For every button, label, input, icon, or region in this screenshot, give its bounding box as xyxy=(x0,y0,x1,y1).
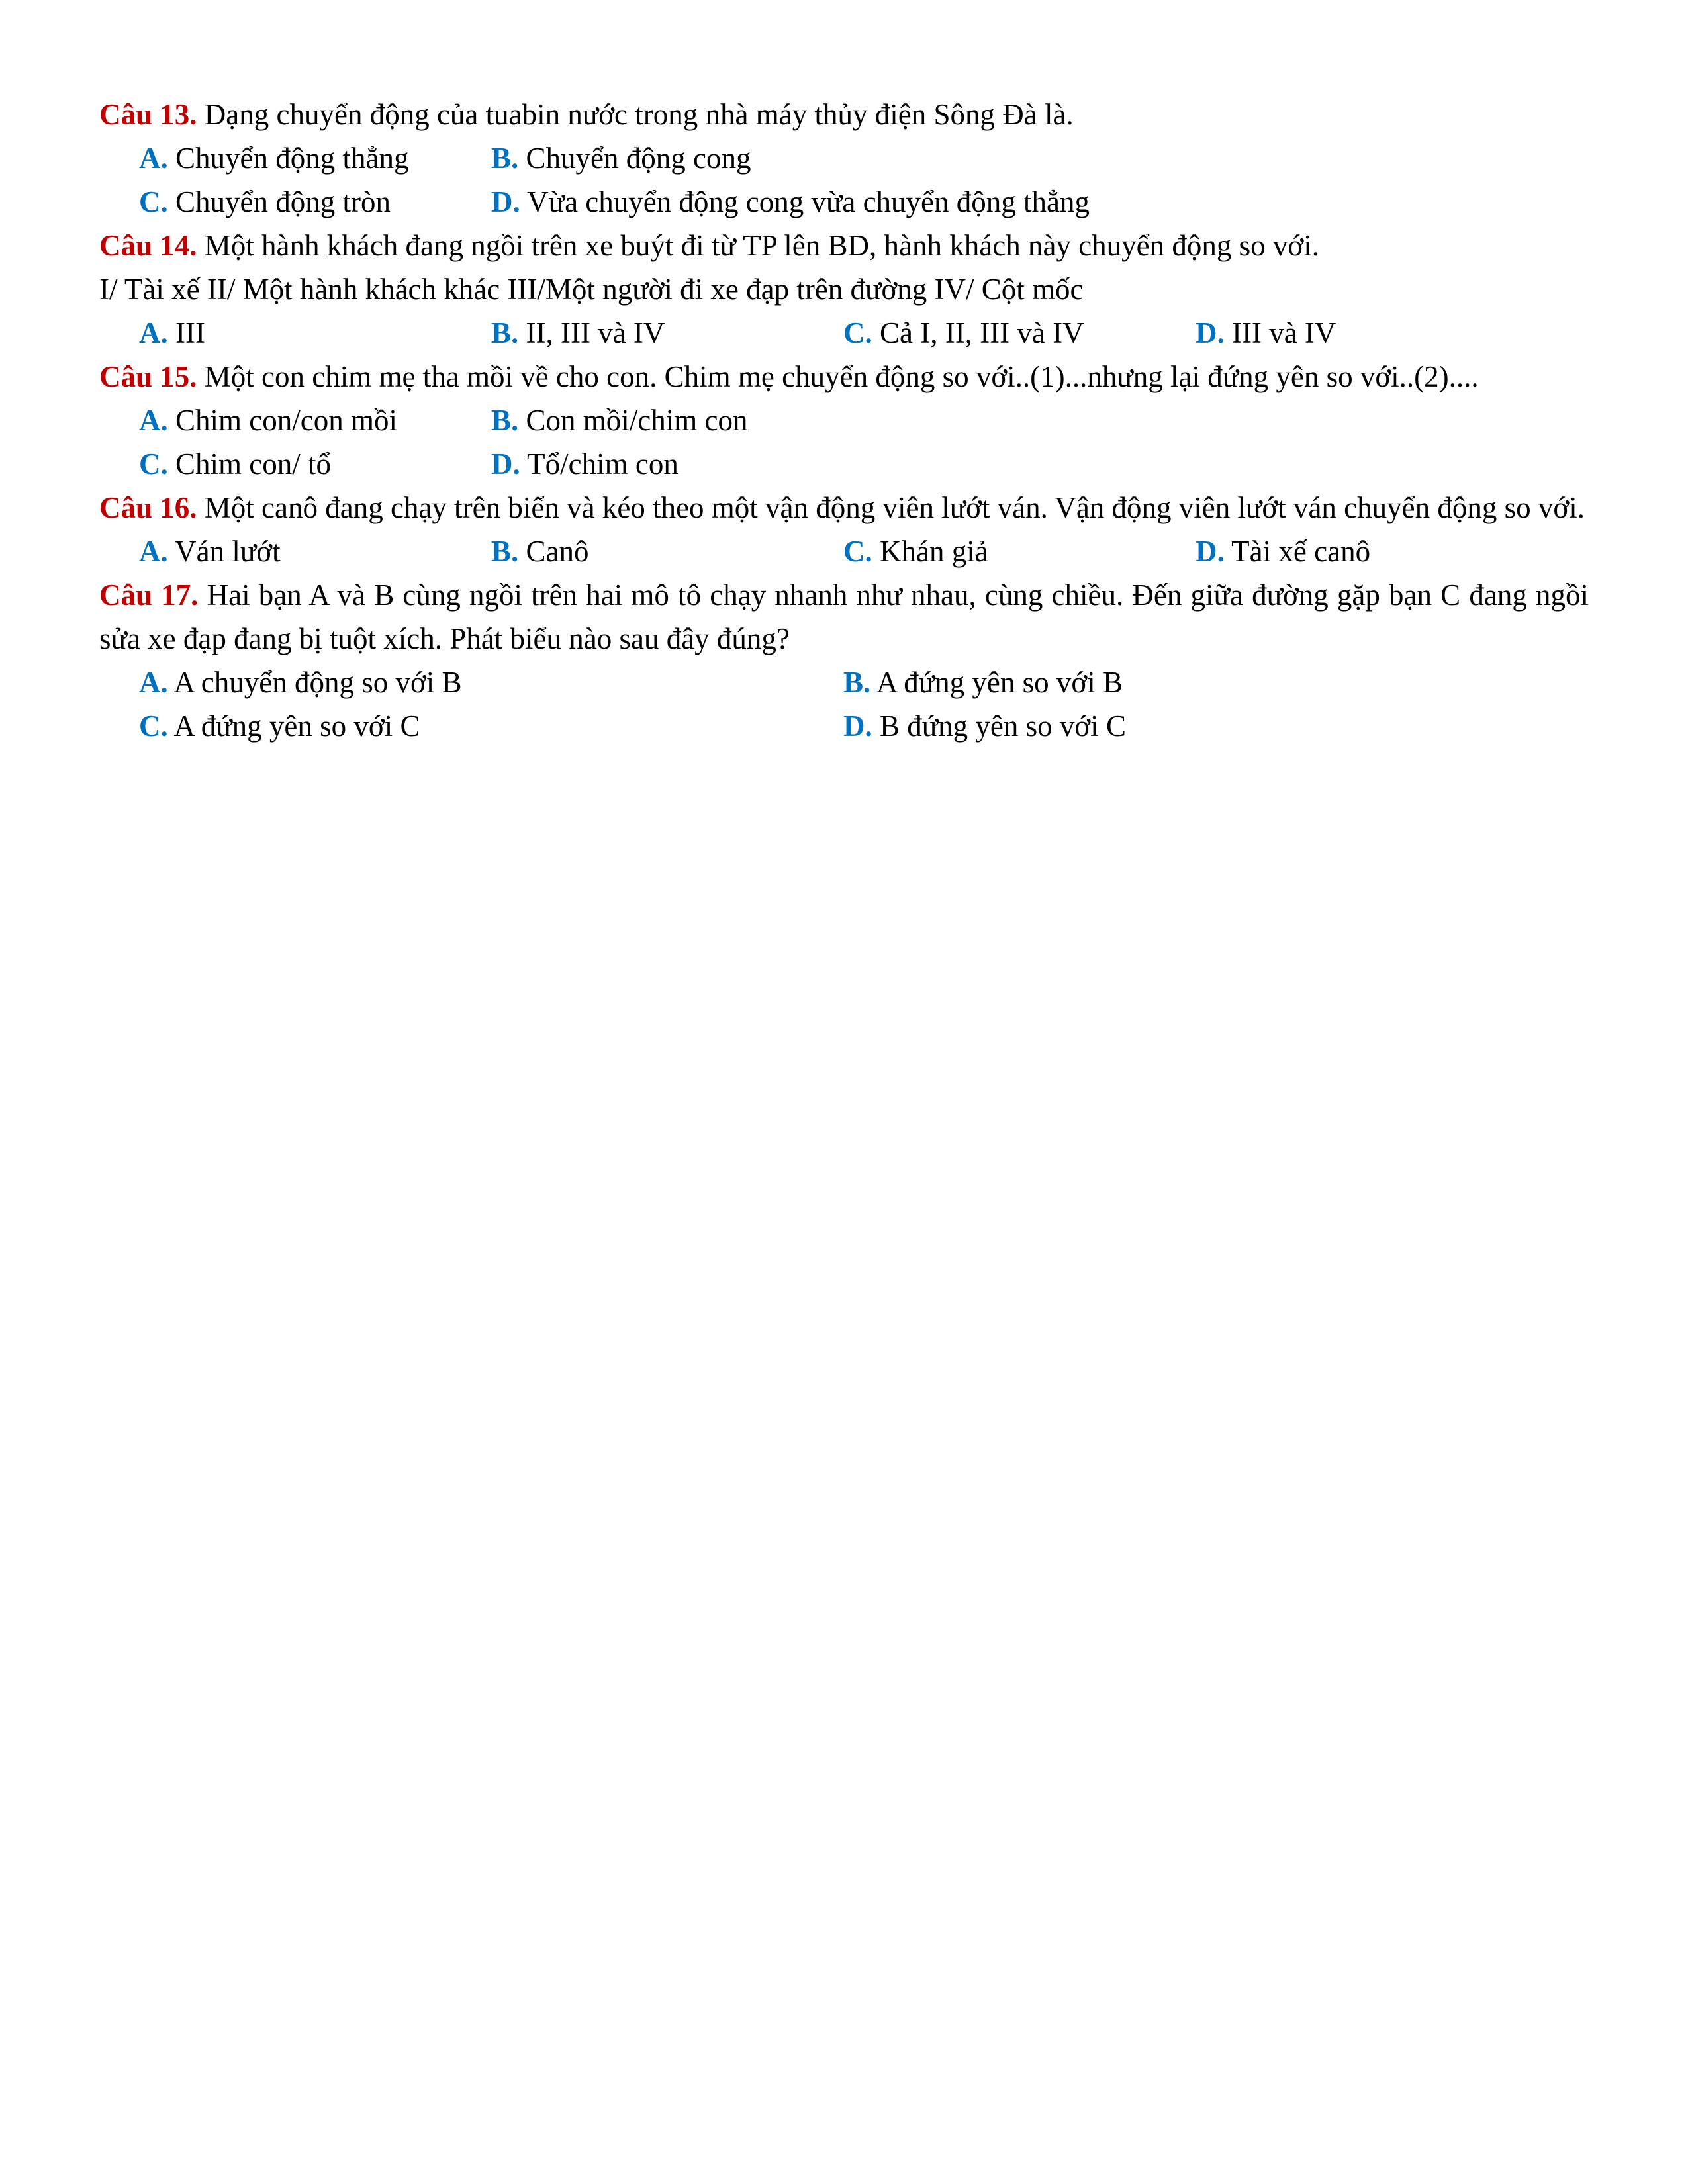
option-text: Khán giả xyxy=(872,535,988,568)
option-text: II, III và IV xyxy=(518,316,665,349)
question-14 xyxy=(99,224,1589,267)
question-15-options-row-1 xyxy=(99,398,1589,442)
question-text: Dạng chuyển động của tuabin nước trong nhà máy thủy điện Sông Đà là. xyxy=(197,98,1074,131)
option-c xyxy=(99,442,491,486)
option-letter: C. xyxy=(843,535,872,568)
option-text: Vừa chuyển động cong vừa chuyển động thẳng xyxy=(520,185,1090,218)
option-text: B đứng yên so với C xyxy=(872,709,1126,743)
option-text: III và IV xyxy=(1224,316,1336,349)
option-text: Chuyển động tròn xyxy=(167,185,391,218)
option-letter: A. xyxy=(139,316,168,349)
option-b xyxy=(491,398,1484,442)
question-17-options-row-1 xyxy=(99,660,1589,704)
option-letter: B. xyxy=(491,404,519,437)
option-letter: A. xyxy=(139,142,168,175)
option-letter: A. xyxy=(139,404,168,437)
question-13 xyxy=(99,93,1589,136)
option-text: Canô xyxy=(518,535,589,568)
question-16 xyxy=(99,486,1589,529)
option-letter: C. xyxy=(139,709,168,743)
question-16-options xyxy=(99,529,1589,573)
option-a xyxy=(99,660,843,704)
question-text: Hai bạn A và B cùng ngồi trên hai mô tô chạy nhanh như nhau, cùng chiều. Đến giữa đường gặp bạn C đang ngồi sửa xe đạp đang bị tuột xích. Phát biểu nào sau đây đúng? xyxy=(99,578,1589,655)
option-d xyxy=(491,180,1484,224)
question-text: Một hành khách đang ngồi trên xe buýt đi từ TP lên BD, hành khách này chuyển động so với. xyxy=(197,229,1319,262)
option-text: Chuyển động cong xyxy=(518,142,751,175)
option-letter: A. xyxy=(139,666,168,699)
option-b xyxy=(491,311,843,355)
question-14-options xyxy=(99,311,1589,355)
option-text: Ván lướt xyxy=(167,535,281,568)
option-text: Cả I, II, III và IV xyxy=(872,316,1084,349)
option-b xyxy=(491,136,1484,180)
question-15 xyxy=(99,355,1589,398)
option-b xyxy=(843,660,1505,704)
option-text: Tài xế canô xyxy=(1224,535,1371,568)
question-number: Câu 15. xyxy=(99,360,197,393)
option-text: Chim con/con mồi xyxy=(167,404,397,437)
option-letter: D. xyxy=(843,709,872,743)
question-number: Câu 14. xyxy=(99,229,197,262)
question-17 xyxy=(99,573,1589,660)
option-text: A đứng yên so với C xyxy=(167,709,420,743)
question-15-options-row-2 xyxy=(99,442,1589,486)
question-13-options-row-2 xyxy=(99,180,1589,224)
option-text: A đứng yên so với B xyxy=(870,666,1123,699)
option-a xyxy=(99,529,491,573)
question-13-options-row-1 xyxy=(99,136,1589,180)
option-c xyxy=(99,704,843,748)
question-number: Câu 16. xyxy=(99,491,197,524)
option-letter: C. xyxy=(139,185,168,218)
option-text: Chuyển động thẳng xyxy=(167,142,409,175)
option-text: III xyxy=(167,316,205,349)
option-text: Con mồi/chim con xyxy=(518,404,748,437)
question-17-options-row-2 xyxy=(99,704,1589,748)
option-letter: B. xyxy=(491,535,519,568)
option-letter: A. xyxy=(139,535,168,568)
option-text: Tổ/chim con xyxy=(520,447,679,480)
option-a xyxy=(99,398,491,442)
option-letter: D. xyxy=(491,447,520,480)
option-letter: B. xyxy=(491,316,519,349)
option-letter: B. xyxy=(843,666,871,699)
option-letter: B. xyxy=(491,142,519,175)
option-c xyxy=(843,311,1196,355)
option-a xyxy=(99,136,491,180)
option-b xyxy=(491,529,843,573)
option-letter: C. xyxy=(139,447,168,480)
option-letter: C. xyxy=(843,316,872,349)
question-number: Câu 17. xyxy=(99,578,199,612)
question-14-statements: I/ Tài xế II/ Một hành khách khác III/Một người đi xe đạp trên đường IV/ Cột mốc xyxy=(99,273,1084,306)
option-text: A chuyển động so với B xyxy=(167,666,462,699)
option-a xyxy=(99,311,491,355)
option-letter: D. xyxy=(491,185,520,218)
option-d xyxy=(843,704,1505,748)
option-letter: D. xyxy=(1196,316,1225,349)
option-c xyxy=(843,529,1196,573)
option-letter: D. xyxy=(1196,535,1225,568)
option-d xyxy=(1196,529,1548,573)
option-text: Chim con/ tổ xyxy=(167,447,331,480)
option-d xyxy=(491,442,1484,486)
question-number: Câu 13. xyxy=(99,98,197,131)
document-content xyxy=(99,93,1589,748)
question-text: Một con chim mẹ tha mồi về cho con. Chim mẹ chuyển động so với..(1)...nhưng lại đứng yên so với..(2).... xyxy=(197,360,1479,393)
option-d xyxy=(1196,311,1548,355)
question-text: Một canô đang chạy trên biển và kéo theo một vận động viên lướt ván. Vận động viên lướt ván chuyển động so với. xyxy=(197,491,1585,524)
option-c xyxy=(99,180,491,224)
